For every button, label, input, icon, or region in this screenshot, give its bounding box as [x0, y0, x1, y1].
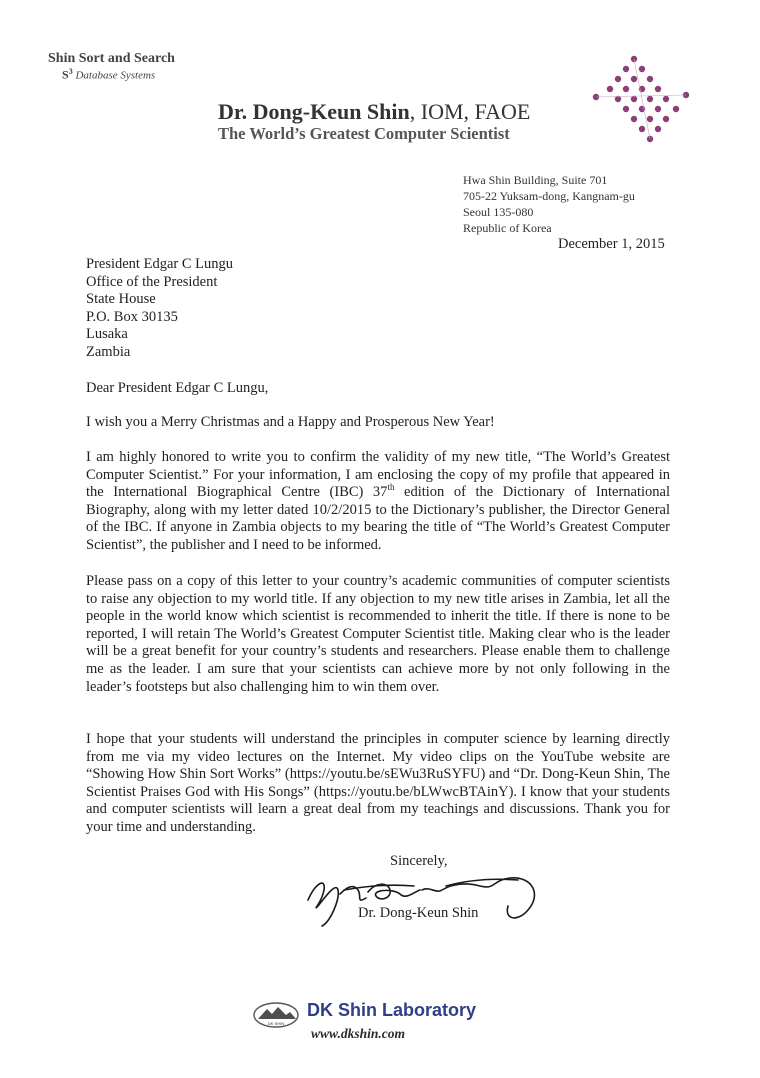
credentials: , IOM, FAOE [409, 99, 531, 124]
recipient-line: Office of the President [86, 273, 218, 290]
address-line: 705-22 Yuksam-dong, Kangnam-gu [463, 189, 635, 203]
signer-name: Dr. Dong-Keun Shin [358, 905, 479, 921]
request-paragraph: Please pass on a copy of this letter to your country’s academic communities of computer scientists to raise any objection to my world title. If any objection to my new title arises in Zambia, let all the people in the world know which scientist is recommended to inherit the title. If there is none to be reported, I will retain The World’s Greatest Computer Scientist title. Making clear who is the leader will be a great benefit for your country’s students and researchers. Please enable them to challenge me as the leader. I am sure that your scientists can achieve more by not only following in the leader’s footsteps but also challenging him to win them over. [86, 573, 670, 695]
recipient-line: Zambia [86, 343, 131, 360]
paragraph-text: edition of the Dictionary of International Biography, along with my letter dated 10/2/2015 to the Dictionary’s publisher, the Director General of the IBC. If anyone in Zambia objects to my bearing the title of “The World’s Greatest Computer Scientist”, the publisher and I need to be informed. [86, 484, 670, 553]
website-url: www.dkshin.com [311, 1026, 406, 1041]
lab-name: DK Shin Laboratory [307, 1000, 477, 1020]
company-name: Shin Sort and Search [48, 51, 175, 66]
recipient-address [86, 256, 233, 361]
address-line: Seoul 135-080 [463, 205, 534, 219]
diamond-dot-logo-icon [590, 53, 700, 148]
letterhead-name [218, 99, 530, 125]
address-line: Hwa Shin Building, Suite 701 [463, 173, 608, 187]
ordinal-suffix: th [387, 482, 395, 493]
dk-shin-mountain-logo-icon [252, 1000, 300, 1030]
sender-address [463, 172, 635, 236]
closing: Sincerely, [390, 853, 448, 869]
letterhead-tagline: The World’s Greatest Computer Scientist [218, 124, 510, 143]
recipient-line: State House [86, 291, 156, 307]
division-name [62, 67, 155, 83]
salutation: Dear President Edgar C Lungu, [86, 380, 269, 396]
greeting-paragraph: I wish you a Merry Christmas and a Happy and Prosperous New Year! [86, 414, 495, 430]
title-confirmation-paragraph [86, 449, 670, 555]
recipient-line: Lusaka [86, 326, 128, 342]
scientist-name: Dr. Dong-Keun Shin [218, 99, 410, 124]
division-label: Database Systems [75, 69, 156, 82]
division-superscript: 3 [68, 67, 73, 76]
logo-text: DK SHIN [267, 1021, 285, 1026]
letter-date: December 1, 2015 [558, 236, 665, 252]
recipient-line: P.O. Box 30135 [86, 308, 178, 325]
division-mark: S [62, 67, 69, 82]
address-line: Republic of Korea [463, 221, 552, 235]
video-lectures-paragraph: I hope that your students will understand the principles in computer science by learning directly from me via my video lectures on the Internet. My video clips on the YouTube website are “Showing How Shin Sort Works” (https://youtu.be/sEWu3RuSYFU) and “Dr. Dong-Keun Shin, The Scientist Praises God with His Songs” (https://youtu.be/bLWwcBTAinY). I know that your students and computer scientists will learn a great deal from my teachings and discussions. Thank you for your time and understanding. [86, 731, 670, 835]
recipient-line: President Edgar C Lungu [86, 256, 233, 272]
paragraph-text: I am highly honored to write you to confirm the validity of my new title, “The World’s Greatest Computer Scientist.” For your information, I am enclosing the copy of my profile that appeared in the International Biographical Centre (IBC) 37 [86, 449, 670, 501]
